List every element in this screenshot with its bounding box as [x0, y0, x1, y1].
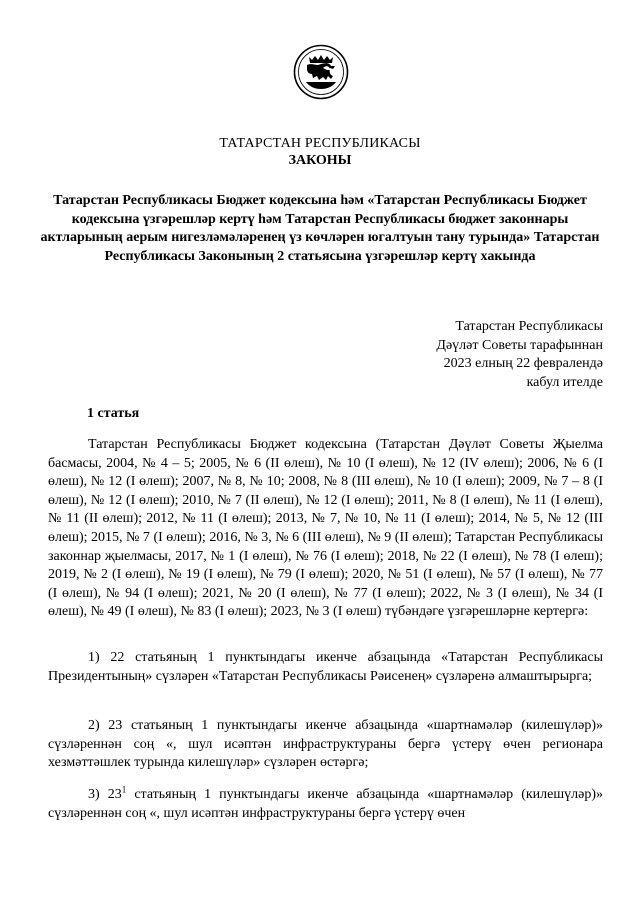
adoption-block — [380, 318, 603, 392]
document-header-republic: ТАТАРСТАН РЕСПУБЛИКАСЫ — [219, 136, 421, 151]
item-3-superscript: 1 — [121, 784, 127, 795]
adoption-line: Татарстан Республикасы — [455, 319, 603, 334]
law-title: Татарстан Республикасы Бюджет кодексына һәм «Татарстан Республикасы Бюджет кодексына үзгәрешләр кертү һәм Татарстан Республикасы бюджет законнары актларының аерым нигезләмәләренең үз көчләрен югалтуын тану турында» Татарстан Республикасы Законының 2 статьясына үзгәрешләр кертү хакында — [40, 193, 600, 264]
article-intro-paragraph: Татарстан Республикасы Бюджет кодексына (Татарстан Дәүләт Советы Җыелма басмасы, 2004, № 4 – 5; 2005, № 6 (II өлеш), № 10 (I өлеш), № 12 (IV өлеш); 2006, № 6 (I өлеш), № 12 (I өлеш); 2007, № 8, № 10; 2008, № 8 (III өлеш), № 10 (I өлеш); 2009, № 7 – 8 (I өлеш), № 12 (I өлеш); 2010, № 7 (II өлеш), № 12 (I өлеш); 2011, № 8 (I өлеш), № 11 (I өлеш), № 11 (II өлеш); 2012, № 11 (I өлеш); 2013, № 7, № 10, № 11 (I өлеш); 2014, № 5, № 12 (III өлеш); 2015, № 7 (I өлеш); 2016, № 3, № 6 (III өлеш), № 9 (II өлеш); Татарстан Республикасы законнар җыелмасы, 2017, № 1 (I өлеш), № 76 (I өлеш); 2018, № 22 (I өлеш), № 78 (I өлеш); 2019, № 2 (I өлеш), № 19 (I өлеш), № 79 (I өлеш); 2020, № 51 (I өлеш), № 57 (I өлеш), № 77 (I өлеш), № 94 (I өлеш); 2021, № 20 (I өлеш), № 77 (I өлеш); 2022, № 3 (I өлеш), № 34 (I өлеш), № 49 (I өлеш), № 83 (I өлеш); 2023, № 3 (I өлеш) түбәндәге үзгәрешләрне кертергә: — [48, 437, 603, 620]
item-3-text: статьяның 1 пунктындагы икенче абзацында «шартнамәләр (килешүләр)» сүзләреннән соң «, шул исәптән инфраструктураны бергә үстерү өчен — [48, 787, 603, 821]
adoption-line: Дәүләт Советы тарафыннан — [436, 337, 603, 353]
adoption-line: кабул ителде — [526, 374, 603, 390]
document-header-law: ЗАКОНЫ — [288, 153, 352, 168]
tatarstan-emblem-icon — [293, 44, 349, 100]
adoption-date: 2023 елның 22 февралендә — [443, 356, 603, 372]
article-item-1: 1) 22 статьяның 1 пунктындагы икенче абзацында «Татарстан Республикасы Президентының» сүзләрен «Татарстан Республикасы Рәисенең» сүзләренә алмаштырырга; — [48, 650, 603, 684]
article-item-3 — [48, 786, 603, 823]
item-3-number: 3) 23 — [88, 787, 122, 802]
article-item-2: 2) 23 статьяның 1 пунктындагы икенче абзацында «шартнамәләр (килешүләр)» сүзләреннән соң «, шул исәптән инфраструктураны бергә үстерү өчен регионара хезмәттәшлек турында килешүләр» сүзләрен өстәргә; — [48, 718, 603, 771]
article-heading: 1 статья — [87, 406, 140, 421]
